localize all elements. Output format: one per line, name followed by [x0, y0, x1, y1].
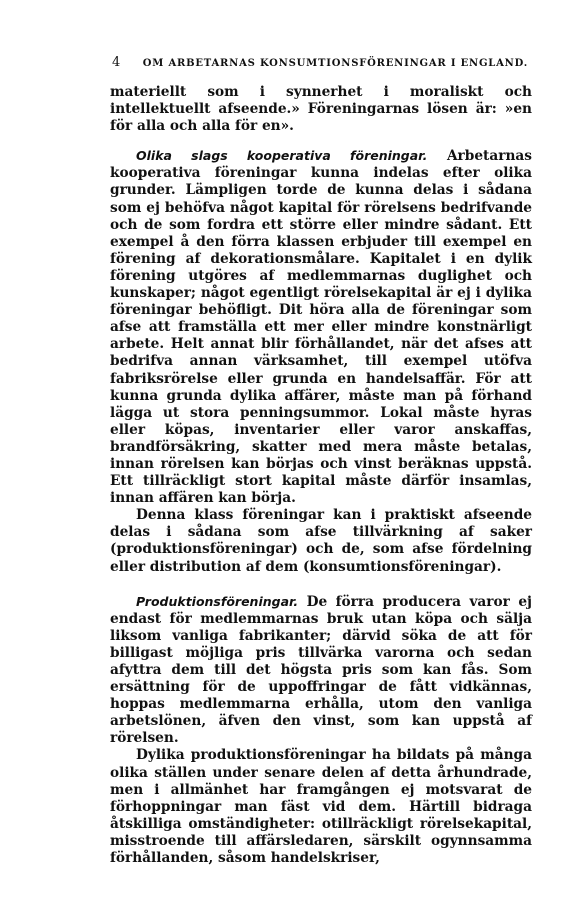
paragraph-production-history-text: Dylika produktionsföreningar ha bildats på många olika ställen under senare delen af detta århundrade, men i allmänhet har framgången ej motsvarat de förhoppningar man fäst vid dem. Härtill bidraga åtskilliga omständigheter: otillräckligt rörelsekapital, misstroende till affärsledaren, särskilt ogynnsamma förhållanden, såsom handelskriser, — [110, 747, 532, 867]
paragraph-cooperative-types-text: Arbetarnas kooperativa föreningar kunna indelas efter olika grunder. Lämpligen torde de kunna delas i sådana som ej behöfva något kapital för rörelsens bedrifvande och de som fordra ett större eller mindre sådant. Ett exempel å den förra klassen erbjuder till exempel en förening af dekorationsmålare. Kapitalet i en dylik förening utgöres af medlemmarnas duglighet och kunskaper; något egentligt rörelsekapital är ej i dylika föreningar behöfligt. Dit höra alla de föreningar som afse att framställa ett mer eller mindre konstnärligt arbete. Helt annat blir förhållandet, när det afses att bedrifva annan värksamhet, till exempel utöfva fabriksrörelse eller grunda en handelsaffär. För att kunna grunda dylika affärer, måste man på förhand lägga ut stora penningsummor. Lokal måste hyras eller köpas, inventarier eller varor anskaffas, brandförsäkring, skatter med mera måste betalas, innan rörelsen kan börjas och vinst beräknas uppstå. Ett tillräckligt stort kapital måste därför insamlas, innan affären kan börja. — [110, 148, 532, 507]
page-number: 4 — [112, 55, 121, 70]
running-head — [112, 56, 532, 71]
paragraph-intro-text: materiellt som i synnerhet i moraliskt och intellektuellt afseende.» Föreningarnas lösen är: »en för alla och alla för en». — [110, 84, 532, 135]
paragraph-production-text: De förra producera varor ej endast för medlemmarnas bruk utan köpa och sälja liksom vanliga fabrikanter; därvid söka de att för billigast möjliga pris tillvärka varorna och sedan afyttra dem till det högsta pris som kan fås. Som ersättning för de uppoffringar de fått vidkännas, hoppas medlemmarna erhålla, utom den vanliga arbetslönen, äfven den vinst, som kan uppstå af rörelsen. — [110, 593, 532, 747]
paragraph-production — [110, 593, 532, 748]
section-heading-production: Produktionsföreningar. — [136, 593, 299, 609]
paragraph-class-division-text: Denna klass föreningar kan i praktiskt afseende delas i sådana som afse tillvärkning af saker (produktionsföreningar) och de, som afse fördelning eller distribution af dem (konsumtionsföreningar). — [110, 507, 532, 575]
body-text — [110, 84, 532, 867]
paragraph-cooperative-types — [110, 147, 532, 507]
paragraph-production-history — [110, 747, 532, 867]
running-head-title: OM ARBETARNAS KONSUMTIONSFÖRENINGAR I ENGLAND. — [142, 58, 529, 69]
section-heading-cooperative-types: Olika slags kooperativa föreningar. — [136, 148, 428, 164]
paragraph-intro — [110, 84, 532, 135]
paragraph-class-division — [110, 507, 532, 575]
